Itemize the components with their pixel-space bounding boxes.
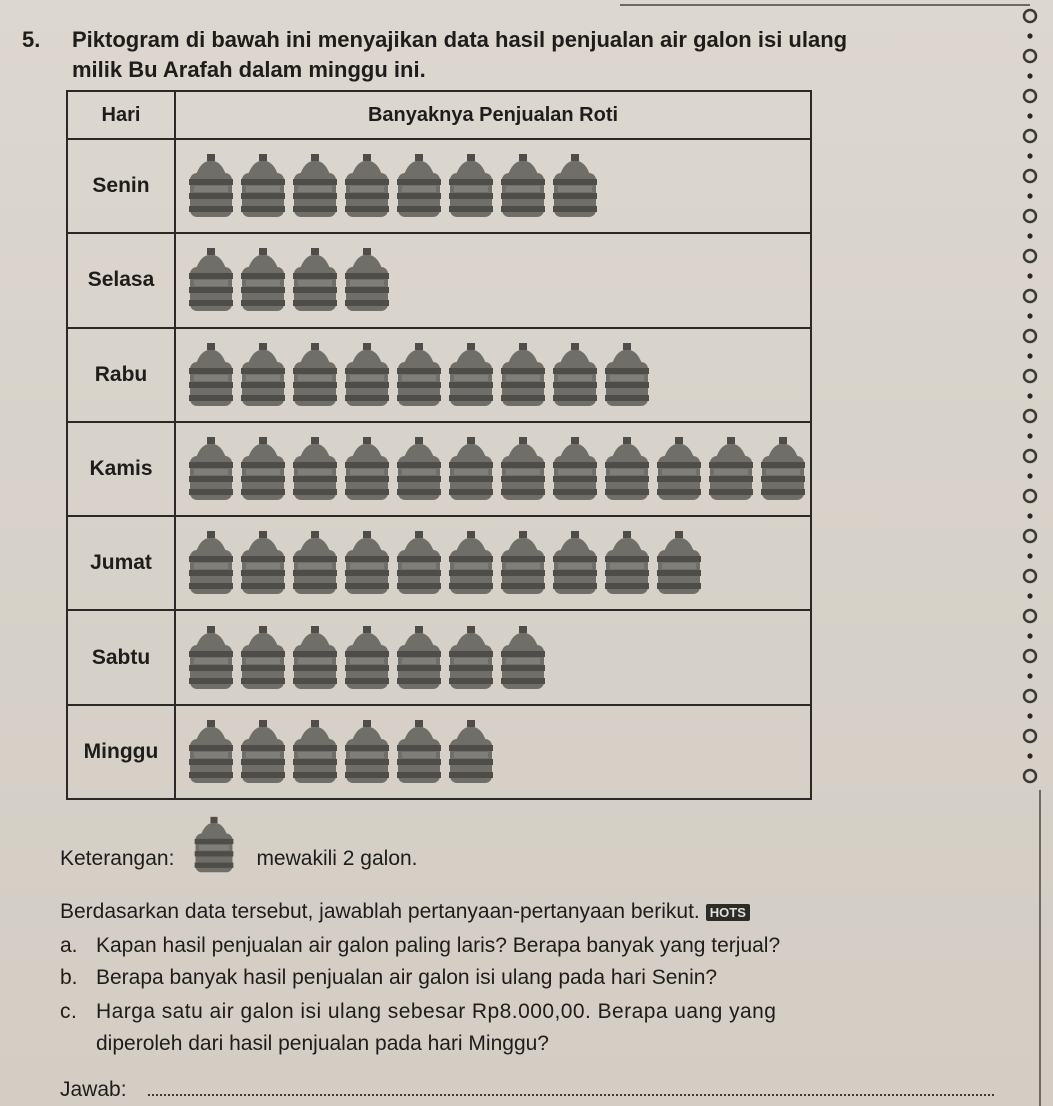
water-gallon-icon (394, 153, 444, 219)
water-gallon-icon (550, 153, 600, 219)
day-cell: Minggu (67, 705, 175, 799)
question-b (60, 964, 1020, 992)
margin-rule (1039, 790, 1041, 1106)
legend-text: mewakili 2 galon. (256, 847, 418, 870)
question-line-1: Piktogram di bawah ini menyajikan data hasil penjualan air galon isi ulang (72, 27, 848, 52)
question-a (60, 932, 1020, 960)
water-gallon-icon (186, 530, 236, 596)
water-gallon-icon (550, 530, 600, 596)
question-number: 5. (22, 27, 41, 52)
header-day: Hari (67, 91, 175, 139)
water-gallon-icon (290, 247, 340, 313)
day-cell: Selasa (67, 233, 175, 327)
water-gallon-icon (290, 436, 340, 502)
water-gallon-icon (602, 342, 652, 408)
water-gallon-icon (290, 153, 340, 219)
water-gallon-icon (498, 436, 548, 502)
instruction-text: Berdasarkan data tersebut, jawablah pertanyaan-pertanyaan berikut. (60, 900, 700, 923)
icons-cell (175, 705, 811, 799)
water-gallon-icon (394, 436, 444, 502)
water-gallon-icon (186, 436, 236, 502)
icons-cell (175, 610, 811, 704)
water-gallon-icon (290, 530, 340, 596)
water-gallon-icon (498, 625, 548, 691)
table-row (67, 139, 811, 233)
water-gallon-icon (550, 436, 600, 502)
water-gallon-icon (446, 530, 496, 596)
water-gallon-icon (498, 342, 548, 408)
water-gallon-icon (342, 342, 392, 408)
icons-cell (175, 422, 811, 516)
water-gallon-icon (758, 436, 808, 502)
table-row (67, 328, 811, 422)
water-gallon-icon (342, 247, 392, 313)
water-gallon-icon (186, 153, 236, 219)
question-c (60, 998, 1020, 1026)
water-gallon-icon (238, 625, 288, 691)
legend (60, 842, 418, 876)
water-gallon-icon (602, 530, 652, 596)
day-cell: Sabtu (67, 610, 175, 704)
icons-cell (175, 328, 811, 422)
top-rule (620, 4, 1030, 6)
water-gallon-icon (654, 436, 704, 502)
water-gallon-icon (342, 153, 392, 219)
table-row (67, 610, 811, 704)
water-gallon-icon (238, 530, 288, 596)
water-gallon-icon (342, 625, 392, 691)
water-gallon-icon (394, 625, 444, 691)
question-b-text: Berapa banyak hasil penjualan air galon isi ulang pada hari Senin? (96, 966, 718, 989)
day-cell: Rabu (67, 328, 175, 422)
water-gallon-icon (498, 530, 548, 596)
question-c-text: Harga satu air galon isi ulang sebesar Rp8.000,00. Berapa uang yang (96, 1000, 777, 1023)
question-c-label: c. (60, 1000, 78, 1023)
water-gallon-icon (290, 342, 340, 408)
water-gallon-icon (342, 530, 392, 596)
water-gallon-icon (394, 719, 444, 785)
water-gallon-icon (654, 530, 704, 596)
question-title (22, 26, 1012, 54)
table-row (67, 516, 811, 610)
water-gallon-icon (446, 153, 496, 219)
water-gallon-icon (394, 342, 444, 408)
question-a-label: a. (60, 934, 78, 957)
day-cell: Jumat (67, 516, 175, 610)
question-c-continuation: diperoleh dari hasil penjualan pada hari Minggu? (96, 1032, 549, 1055)
water-gallon-icon (186, 247, 236, 313)
question-a-text: Kapan hasil penjualan air galon paling laris? Berapa banyak yang terjual? (96, 934, 781, 957)
question-line-2: milik Bu Arafah dalam minggu ini. (72, 57, 426, 82)
water-gallon-icon (290, 625, 340, 691)
water-gallon-icon (186, 625, 236, 691)
water-gallon-icon (238, 153, 288, 219)
water-gallon-icon (550, 342, 600, 408)
water-gallon-icon (192, 814, 236, 876)
question-b-label: b. (60, 966, 78, 989)
spiral-binding (1017, 2, 1043, 792)
water-gallon-icon (238, 436, 288, 502)
water-gallon-icon (446, 436, 496, 502)
water-gallon-icon (602, 436, 652, 502)
water-gallon-icon (290, 719, 340, 785)
water-gallon-icon (394, 530, 444, 596)
water-gallon-icon (446, 342, 496, 408)
header-sales: Banyaknya Penjualan Roti (175, 91, 811, 139)
pictogram-table (66, 90, 812, 800)
day-cell: Kamis (67, 422, 175, 516)
answer-label: Jawab: (60, 1078, 127, 1101)
table-row (67, 705, 811, 799)
table-row (67, 233, 811, 327)
day-cell: Senin (67, 139, 175, 233)
water-gallon-icon (342, 436, 392, 502)
water-gallon-icon (238, 719, 288, 785)
water-gallon-icon (186, 342, 236, 408)
water-gallon-icon (706, 436, 756, 502)
icons-cell (175, 233, 811, 327)
water-gallon-icon (186, 719, 236, 785)
water-gallon-icon (498, 153, 548, 219)
icons-cell (175, 516, 811, 610)
water-gallon-icon (238, 342, 288, 408)
water-gallon-icon (238, 247, 288, 313)
water-gallon-icon (446, 625, 496, 691)
table-row (67, 422, 811, 516)
hots-badge: HOTS (706, 904, 750, 921)
instruction (60, 900, 750, 924)
answer-line[interactable] (148, 1094, 994, 1096)
water-gallon-icon (446, 719, 496, 785)
legend-label: Keterangan: (60, 847, 175, 870)
icons-cell (175, 139, 811, 233)
water-gallon-icon (342, 719, 392, 785)
